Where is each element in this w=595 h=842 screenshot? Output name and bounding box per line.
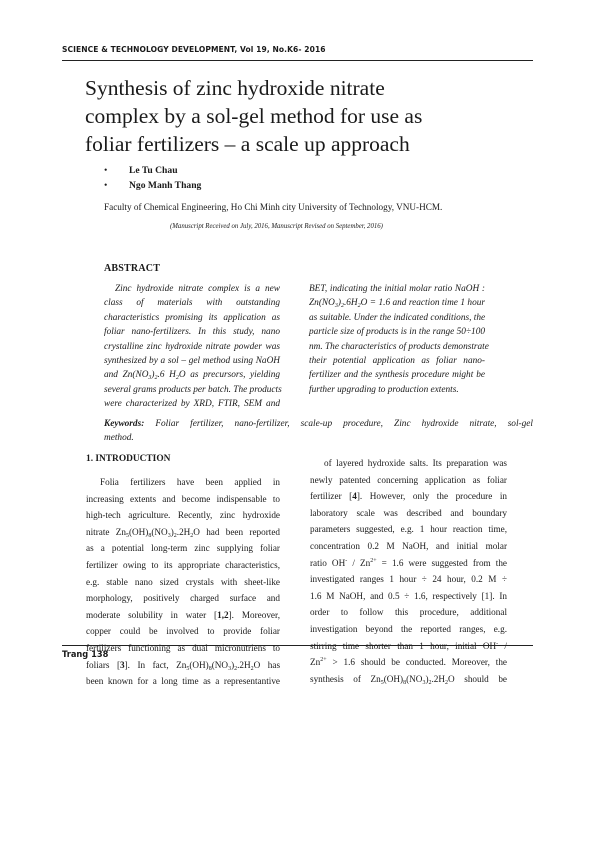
abstract-line: foliar nano-fertilizers. In this study, nano <box>104 327 280 338</box>
manuscript-note: (Manuscript Received on July, 2016, Manuscript Revised on September, 2016) <box>170 223 383 230</box>
author-item <box>104 178 201 193</box>
body-line: of layered hydroxide salts. Its preparation was <box>324 458 507 468</box>
body-line: fertilizers functioning as dual micronutriens to <box>86 642 280 653</box>
footer-rule <box>62 645 533 646</box>
body-line-formula: $Zn^{2+} > 1.6$ should be conducted. Moreover, the <box>310 657 507 668</box>
author-list <box>104 163 201 193</box>
abstract-line: further upgrading to production extents. <box>309 384 459 395</box>
body-line: e.g. stable nano sized crystals with sheet-like <box>86 576 280 587</box>
body-column-left <box>86 474 280 690</box>
keywords-line: method. <box>104 433 134 444</box>
keywords <box>104 417 533 446</box>
body-line: 1.6 M NaOH, and 0.5 ÷ 1.6, respectively [1]. In <box>310 590 507 601</box>
page-number: Trang 138 <box>62 650 109 660</box>
body-line: investigated ranges 1 hour ÷ 24 hour, 0.2 M ÷ <box>310 574 507 585</box>
author-name: Ngo Manh Thang <box>129 180 202 191</box>
title-line: Synthesis of zinc hydroxide nitrate <box>85 76 385 100</box>
author-item <box>104 163 201 178</box>
abstract-line: as suitable. Under the indicated conditions, the <box>309 312 486 323</box>
body-line: copper could be involved to provide foliar <box>86 626 280 637</box>
abstract-line: were characterized by XRD, FTIR, SEM and <box>104 399 280 410</box>
bullet: • <box>104 180 108 191</box>
abstract-line-formula: $Zn(NO_3)_2.6H_2O = 1.6$ and reaction time 1 hour <box>309 298 485 310</box>
title-line: complex by a sol-gel method for use as <box>85 104 423 128</box>
body-line: high-tech agriculture. Recently, zinc hydroxide <box>86 510 280 521</box>
body-line-formula: stirring time shorter than 1 hour, initial OH- / <box>310 640 507 651</box>
affiliation: Faculty of Chemical Engineering, Ho Chi Minh city University of Technology, VNU-HCM. <box>104 202 443 212</box>
keywords-label: Keywords: <box>104 419 145 429</box>
abstract-line: particle size of products is in the range 50÷100 <box>309 327 485 338</box>
body-line-formula: ratio $OH^- / Zn^{2+} = 1.6$ were suggested from the <box>310 557 508 568</box>
abstract-heading: ABSTRACT <box>104 263 161 274</box>
abstract-line: synthesized by a sol – gel method using NaOH <box>104 355 280 366</box>
body-line: laboratory scale was described and boundary <box>310 507 507 518</box>
body-line: increasing extents and become indispensable to <box>86 493 280 504</box>
header-rule <box>62 60 533 61</box>
body-line: investigation beyond the reported ranges, e.g. <box>310 623 507 634</box>
abstract-line: nm. The characteristics of products demonstrate <box>309 341 489 352</box>
keywords-text: Foliar fertilizer, nano-fertilizer, scale-up procedure, Zinc hydroxide nitrate, sol-gel <box>155 419 533 429</box>
abstract-line: several grams products per batch. The products <box>104 384 282 395</box>
abstract-line: crystalline zinc hydroxide nitrate powder was <box>104 341 280 352</box>
section-heading-introduction: 1. INTRODUCTION <box>86 454 171 464</box>
abstract-line: fertilizer and the synthesis procedure might be <box>309 370 485 381</box>
body-line-citation: moderate solubility in water [1,2]. Moreover, <box>86 609 280 620</box>
abstract-line-formula: and $Zn(NO_3)_2.6$ $H_2O$ as precursors, yielding <box>104 370 280 382</box>
body-line-formula: nitrate $Zn_5(OH)_8(NO_3)_2.2H_2O$ had been reported <box>86 526 280 539</box>
body-line: Folia fertilizers have been applied in <box>100 477 280 487</box>
body-line: order to follow this procedure, additional <box>310 607 507 618</box>
abstract-line: characteristics promising its application as <box>104 312 280 323</box>
author-name: Le Tu Chau <box>129 165 178 176</box>
body-line: morphology, positively charged surface and <box>86 593 280 604</box>
keywords-line <box>104 417 533 431</box>
body-line: parameters suggested, e.g. 1 hour reaction time, <box>310 524 507 535</box>
body-line: fertilizer owing to its appropriate characteristics, <box>86 559 280 570</box>
running-head: SCIENCE & TECHNOLOGY DEVELOPMENT, Vol 19, No.K6- 2016 <box>62 44 326 54</box>
abstract-line: BET, indicating the initial molar ratio NaOH : <box>309 284 485 294</box>
bullet: • <box>104 165 108 176</box>
paper-title <box>85 74 525 158</box>
body-line: as a potential long-term zinc supplying foliar <box>86 543 280 554</box>
abstract-line: class of materials with outstanding <box>104 298 280 309</box>
abstract-column-left <box>104 282 280 412</box>
body-line: concentration 0.2 M NaOH, and initial molar <box>310 540 507 551</box>
abstract-column-right <box>309 282 489 397</box>
body-column-right <box>310 455 507 687</box>
abstract-line: their potential application as foliar nano- <box>309 355 485 366</box>
abstract-line: Zinc hydroxide nitrate complex is a new <box>115 284 280 294</box>
body-line: newly patented concerning application as foliar <box>310 474 507 485</box>
body-line-formula: foliars [3]. In fact, $Zn_5(OH)_8(NO_3)_2.2H_2O$ has <box>86 659 281 672</box>
body-line-citation: fertilizer [4]. However, only the procedure in <box>310 491 508 502</box>
body-line-formula: synthesis of $Zn_5(OH)_8(NO_3)_2.2H_2O$ should be <box>310 673 507 686</box>
body-line: been known for a long time as a representantive <box>86 676 280 687</box>
title-line: foliar fertilizers – a scale up approach <box>85 132 410 156</box>
